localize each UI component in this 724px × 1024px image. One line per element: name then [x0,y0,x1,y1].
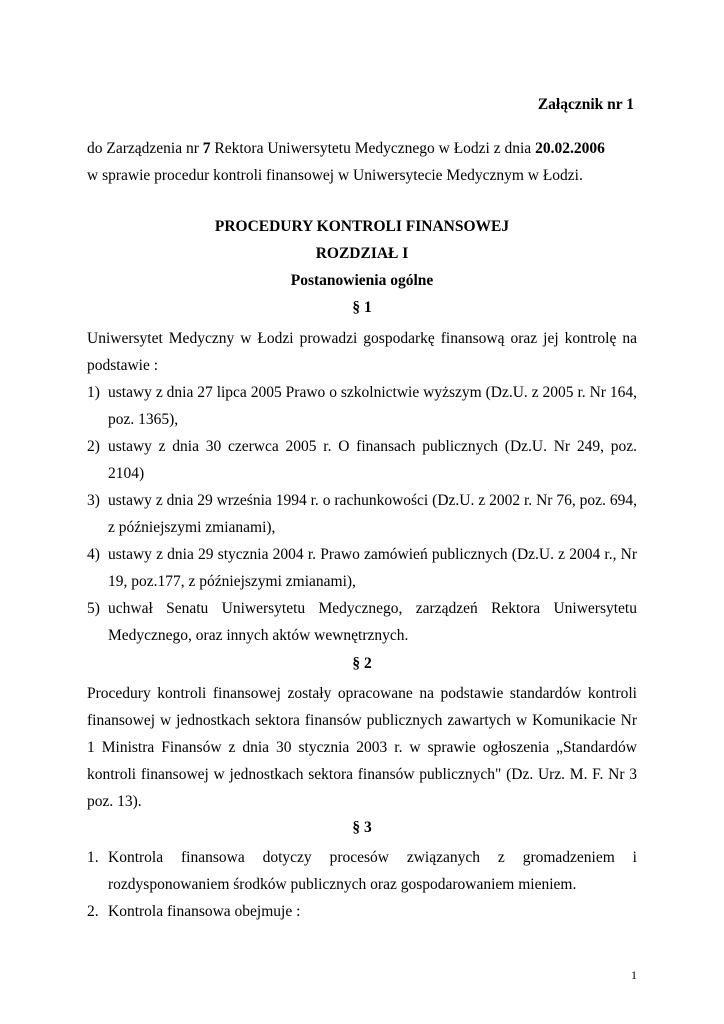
list-item: 1) ustawy z dnia 27 lipca 2005 Prawo o szkolnictwie wyższym (Dz.U. z 2005 r. Nr 164, poz. 1365), [87,384,637,428]
attachment-label: Załącznik nr 1 [537,96,634,113]
intro-text [87,135,637,189]
order-number: 7 [202,140,211,157]
section-3-heading: § 3 [352,819,372,836]
list-item: 4) ustawy z dnia 29 stycznia 2004 r. Prawo zamówień publicznych (Dz.U. z 2004 r., Nr 19, poz.177, z późniejszymi zmianami), [87,546,637,590]
list-item: 5) uchwał Senatu Uniwersytetu Medycznego, zarządzeń Rektora Uniwersytetu Medycznego, oraz innych aktów wewnętrznych. [87,600,637,644]
chapter-heading: ROZDZIAŁ I [315,245,409,262]
section-2-heading: § 2 [352,655,372,672]
list-item: 2) ustawy z dnia 30 czerwca 2005 r. O finansach publicznych (Dz.U. Nr 249, poz. 2104) [87,438,637,482]
list-item: 3) ustawy z dnia 29 września 1994 r. o rachunkowości (Dz.U. z 2002 r. Nr 76, poz. 694, z późniejszymi zmianami), [87,492,637,536]
intro-line-2: w sprawie procedur kontroli finansowej w Uniwersytecie Medycznym w Łodzi. [87,167,583,184]
section-1-heading: § 1 [352,299,372,316]
section-1-list [87,379,637,649]
intro-line-1: do Zarządzenia nr 7 Rektora Uniwersytetu Medycznego w Łodzi z dnia 20.02.2006 [87,140,605,157]
list-item: 2. Kontrola finansowa obejmuje : [87,903,301,920]
section-3-list [87,844,637,925]
chapter-subtitle: Postanowienia ogólne [290,272,434,289]
page-number: 1 [631,968,637,982]
document-title: PROCEDURY KONTROLI FINANSOWEJ [214,218,510,235]
order-date: 20.02.2006 [535,140,605,157]
section-2-text: Procedury kontroli finansowej zostały opracowane na podstawie standardów kontroli finansowej w jednostkach sektora finansów publicznych zawartych w Komunikacie Nr 1 Ministra Finansów z dnia 30 stycznia 2003 r. w sprawie ogłoszenia „Standardów kontroli finansowej w jednostkach sektora finansów publicznych" (Dz. Urz. M. F. Nr 3 poz. 13). [87,685,637,810]
list-item: 1. Kontrola finansowa dotyczy procesów związanych z gromadzeniem i rozdysponowaniem środków publicznych oraz gospodarowaniem mieniem. [87,849,637,893]
section-1-text: Uniwersytet Medyczny w Łodzi prowadzi gospodarkę finansową oraz jej kontrolę na podstawie : [87,330,637,374]
